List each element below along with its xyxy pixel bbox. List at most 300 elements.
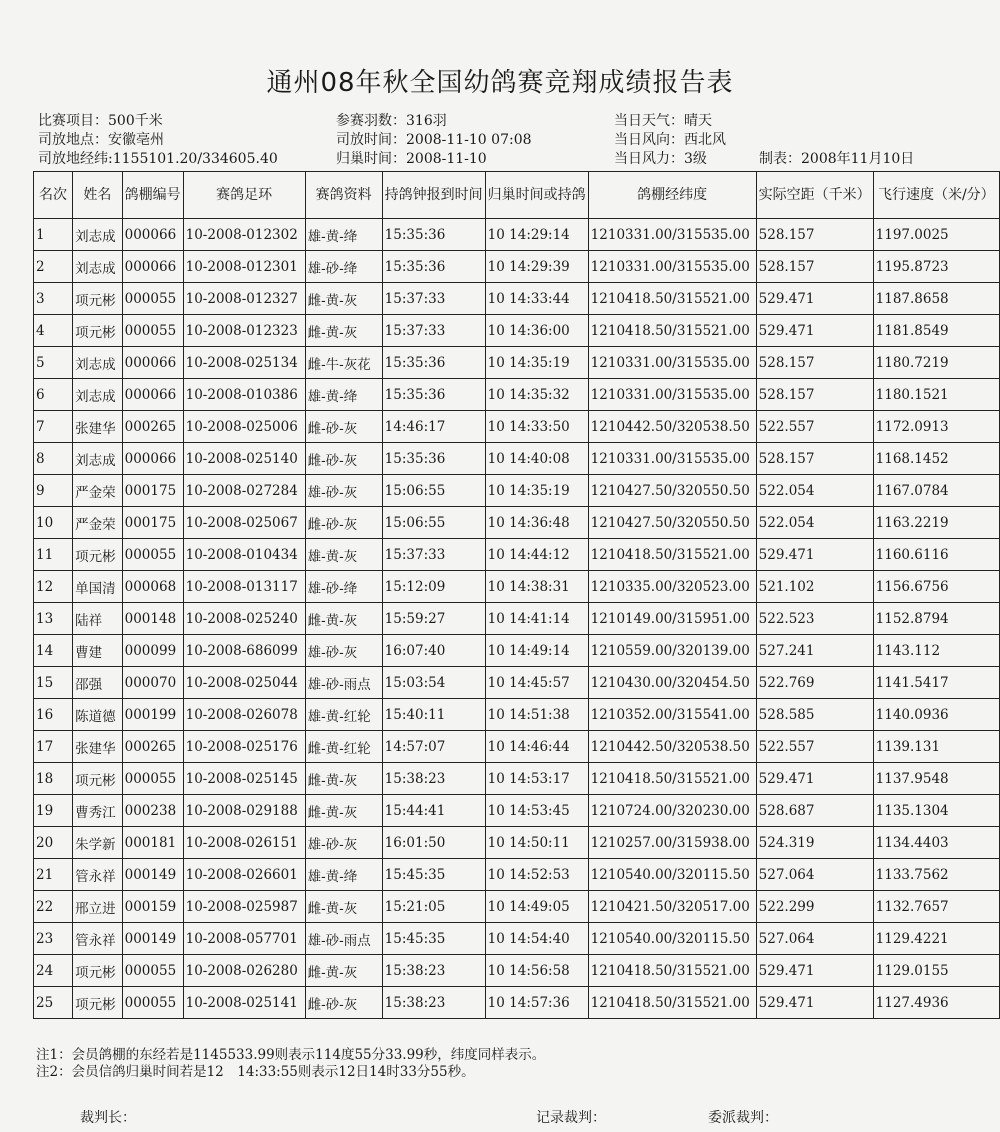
- cell-clock: 15:37:33: [382, 315, 485, 347]
- cell-rank: 6: [34, 379, 73, 411]
- cell-name: 刘志成: [73, 379, 123, 411]
- cell-clock: 15:38:23: [382, 987, 485, 1019]
- cell-distance: 521.102: [756, 571, 873, 603]
- cell-name: 项元彬: [73, 315, 123, 347]
- table-row: [34, 315, 1000, 347]
- cell-clock: 15:03:54: [382, 667, 485, 699]
- cell-speed: 1140.0936: [873, 699, 999, 731]
- cell-loft: 000149: [122, 859, 183, 891]
- cell-rank: 10: [34, 507, 73, 539]
- cell-coords: 1210331.00/315535.00: [588, 251, 756, 283]
- cell-ring: 10-2008-012323: [183, 315, 305, 347]
- cell-coords: 1210418.50/315521.00: [588, 763, 756, 795]
- cell-rank: 22: [34, 891, 73, 923]
- cell-coords: 1210418.50/315521.00: [588, 315, 756, 347]
- cell-rank: 13: [34, 603, 73, 635]
- cell-rank: 5: [34, 347, 73, 379]
- delegate-signature: 委派裁判：: [708, 1110, 778, 1126]
- cell-ring: 10-2008-013117: [183, 571, 305, 603]
- cell-arrival: 10 14:33:44: [485, 283, 588, 315]
- cell-ring: 10-2008-025140: [183, 443, 305, 475]
- cell-ring: 10-2008-025006: [183, 411, 305, 443]
- cell-info: 雄-砂-雨点: [305, 923, 382, 955]
- cell-ring: 10-2008-010434: [183, 539, 305, 571]
- cell-loft: 000070: [122, 667, 183, 699]
- cell-name: 邵强: [73, 667, 123, 699]
- cell-arrival: 10 14:53:45: [485, 795, 588, 827]
- cell-name: 单国清: [73, 571, 123, 603]
- cell-ring: 10-2008-025044: [183, 667, 305, 699]
- cell-name: 刘志成: [73, 443, 123, 475]
- cell-ring: 10-2008-025134: [183, 347, 305, 379]
- cell-speed: 1133.7562: [873, 859, 999, 891]
- cell-rank: 21: [34, 859, 73, 891]
- info-column-middle: [336, 112, 532, 169]
- cell-distance: 528.157: [756, 379, 873, 411]
- header-coords: 鸽棚经纬度: [588, 172, 756, 219]
- table-row: [34, 443, 1000, 475]
- header-rank: 名次: [34, 172, 73, 219]
- header-speed: 飞行速度（米/分）: [873, 172, 999, 219]
- cell-arrival: 10 14:52:53: [485, 859, 588, 891]
- cell-rank: 8: [34, 443, 73, 475]
- cell-clock: 16:01:50: [382, 827, 485, 859]
- cell-ring: 10-2008-057701: [183, 923, 305, 955]
- cell-rank: 3: [34, 283, 73, 315]
- cell-speed: 1163.2219: [873, 507, 999, 539]
- cell-speed: 1172.0913: [873, 411, 999, 443]
- cell-info: 雌-牛-灰花: [305, 347, 382, 379]
- cell-distance: 527.064: [756, 923, 873, 955]
- cell-speed: 1135.1304: [873, 795, 999, 827]
- cell-ring: 10-2008-025240: [183, 603, 305, 635]
- cell-loft: 000066: [122, 251, 183, 283]
- cell-arrival: 10 14:29:14: [485, 219, 588, 251]
- cell-clock: 15:37:33: [382, 539, 485, 571]
- cell-name: 张建华: [73, 731, 123, 763]
- cell-name: 刘志成: [73, 219, 123, 251]
- note-1: 注1：会员鸽棚的东经若是1145533.99则表示114度55分33.99秒，纬度同样表示。: [36, 1047, 546, 1063]
- cell-name: 陈道德: [73, 699, 123, 731]
- cell-arrival: 10 14:56:58: [485, 955, 588, 987]
- table-row: [34, 379, 1000, 411]
- cell-speed: 1134.4403: [873, 827, 999, 859]
- cell-distance: 528.157: [756, 251, 873, 283]
- cell-coords: 1210257.00/315938.00: [588, 827, 756, 859]
- cell-clock: 14:46:17: [382, 411, 485, 443]
- table-row: [34, 539, 1000, 571]
- table-header-row: [34, 172, 1000, 219]
- cell-clock: 15:45:35: [382, 923, 485, 955]
- cell-coords: 1210331.00/315535.00: [588, 443, 756, 475]
- cell-loft: 000068: [122, 571, 183, 603]
- cell-rank: 4: [34, 315, 73, 347]
- cell-info: 雌-黄-灰: [305, 763, 382, 795]
- cell-info: 雌-黄-红轮: [305, 731, 382, 763]
- cell-clock: 15:44:41: [382, 795, 485, 827]
- cell-distance: 527.241: [756, 635, 873, 667]
- table-row: [34, 731, 1000, 763]
- cell-coords: 1210331.00/315535.00: [588, 219, 756, 251]
- table-row: [34, 475, 1000, 507]
- cell-loft: 000181: [122, 827, 183, 859]
- cell-ring: 10-2008-686099: [183, 635, 305, 667]
- cell-speed: 1156.6756: [873, 571, 999, 603]
- cell-distance: 522.299: [756, 891, 873, 923]
- cell-arrival: 10 14:36:48: [485, 507, 588, 539]
- cell-info: 雄-砂-绛: [305, 571, 382, 603]
- cell-distance: 527.064: [756, 859, 873, 891]
- cell-rank: 24: [34, 955, 73, 987]
- cell-loft: 000175: [122, 507, 183, 539]
- cell-arrival: 10 14:53:17: [485, 763, 588, 795]
- cell-clock: 15:37:33: [382, 283, 485, 315]
- cell-speed: 1129.4221: [873, 923, 999, 955]
- cell-arrival: 10 14:35:19: [485, 347, 588, 379]
- cell-loft: 000066: [122, 379, 183, 411]
- cell-coords: 1210418.50/315521.00: [588, 987, 756, 1019]
- table-row: [34, 571, 1000, 603]
- weather-info: 当日天气：晴天: [614, 113, 712, 129]
- cell-speed: 1129.0155: [873, 955, 999, 987]
- cell-clock: 15:21:05: [382, 891, 485, 923]
- header-distance: 实际空距（千米）: [756, 172, 873, 219]
- cell-name: 项元彬: [73, 987, 123, 1019]
- cell-distance: 529.471: [756, 955, 873, 987]
- cell-rank: 18: [34, 763, 73, 795]
- cell-coords: 1210335.00/320523.00: [588, 571, 756, 603]
- table-row: [34, 795, 1000, 827]
- cell-ring: 10-2008-012301: [183, 251, 305, 283]
- cell-ring: 10-2008-025176: [183, 731, 305, 763]
- cell-name: 严金荣: [73, 507, 123, 539]
- cell-arrival: 10 14:46:44: [485, 731, 588, 763]
- cell-coords: 1210540.00/320115.50: [588, 923, 756, 955]
- cell-loft: 000199: [122, 699, 183, 731]
- cell-loft: 000055: [122, 315, 183, 347]
- wind-force-info: 当日风力：3级: [614, 151, 707, 167]
- page-title: 通州08年秋全国幼鸽赛竞翔成绩报告表: [266, 68, 734, 98]
- cell-name: 管永祥: [73, 923, 123, 955]
- cell-loft: 000066: [122, 347, 183, 379]
- table-row: [34, 667, 1000, 699]
- cell-clock: 15:06:55: [382, 507, 485, 539]
- release-coords-info: 司放地经纬:1155101.20/334605.40: [38, 151, 278, 167]
- cell-clock: 15:45:35: [382, 859, 485, 891]
- cell-name: 邢立进: [73, 891, 123, 923]
- table-row: [34, 859, 1000, 891]
- cell-coords: 1210421.50/320517.00: [588, 891, 756, 923]
- cell-ring: 10-2008-027284: [183, 475, 305, 507]
- header-name: 姓名: [73, 172, 123, 219]
- cell-loft: 000055: [122, 283, 183, 315]
- info-column-left: [38, 112, 278, 169]
- table-row: [34, 635, 1000, 667]
- cell-rank: 25: [34, 987, 73, 1019]
- cell-coords: 1210149.00/315951.00: [588, 603, 756, 635]
- cell-distance: 528.687: [756, 795, 873, 827]
- cell-info: 雄-砂-灰: [305, 827, 382, 859]
- cell-clock: 15:35:36: [382, 347, 485, 379]
- cell-loft: 000099: [122, 635, 183, 667]
- cell-coords: 1210559.00/320139.00: [588, 635, 756, 667]
- cell-distance: 522.557: [756, 731, 873, 763]
- cell-clock: 15:35:36: [382, 379, 485, 411]
- cell-rank: 1: [34, 219, 73, 251]
- wind-direction-info: 当日风向：西北风: [614, 132, 726, 148]
- cell-info: 雄-黄-红轮: [305, 699, 382, 731]
- cell-loft: 000148: [122, 603, 183, 635]
- table-date: 制表：2008年11月10日: [759, 151, 915, 167]
- cell-rank: 15: [34, 667, 73, 699]
- cell-distance: 529.471: [756, 539, 873, 571]
- cell-rank: 2: [34, 251, 73, 283]
- results-table: [33, 171, 1000, 1019]
- cell-speed: 1168.1452: [873, 443, 999, 475]
- cell-clock: 15:40:11: [382, 699, 485, 731]
- cell-speed: 1195.8723: [873, 251, 999, 283]
- header-ring: 赛鸽足环: [183, 172, 305, 219]
- cell-coords: 1210418.50/315521.00: [588, 283, 756, 315]
- cell-info: 雌-黄-灰: [305, 891, 382, 923]
- table-row: [34, 955, 1000, 987]
- cell-distance: 528.157: [756, 347, 873, 379]
- cell-arrival: 10 14:54:40: [485, 923, 588, 955]
- cell-info: 雌-黄-灰: [305, 795, 382, 827]
- cell-coords: 1210418.50/315521.00: [588, 955, 756, 987]
- cell-arrival: 10 14:44:12: [485, 539, 588, 571]
- cell-coords: 1210427.50/320550.50: [588, 507, 756, 539]
- cell-speed: 1180.1521: [873, 379, 999, 411]
- cell-arrival: 10 14:36:00: [485, 315, 588, 347]
- cell-distance: 524.319: [756, 827, 873, 859]
- cell-info: 雄-砂-灰: [305, 635, 382, 667]
- cell-arrival: 10 14:49:05: [485, 891, 588, 923]
- cell-loft: 000149: [122, 923, 183, 955]
- cell-coords: 1210427.50/320550.50: [588, 475, 756, 507]
- cell-clock: 15:59:27: [382, 603, 485, 635]
- cell-clock: 15:38:23: [382, 955, 485, 987]
- cell-rank: 20: [34, 827, 73, 859]
- cell-loft: 000265: [122, 731, 183, 763]
- header-info: 赛鸽资料: [305, 172, 382, 219]
- cell-info: 雌-砂-灰: [305, 987, 382, 1019]
- cell-arrival: 10 14:35:19: [485, 475, 588, 507]
- table-row: [34, 763, 1000, 795]
- cell-arrival: 10 14:29:39: [485, 251, 588, 283]
- cell-arrival: 10 14:38:31: [485, 571, 588, 603]
- cell-arrival: 10 14:51:38: [485, 699, 588, 731]
- cell-speed: 1167.0784: [873, 475, 999, 507]
- table-row: [34, 987, 1000, 1019]
- table-row: [34, 347, 1000, 379]
- table-row: [34, 507, 1000, 539]
- cell-speed: 1141.5417: [873, 667, 999, 699]
- cell-coords: 1210352.00/315541.00: [588, 699, 756, 731]
- cell-rank: 14: [34, 635, 73, 667]
- table-row: [34, 283, 1000, 315]
- cell-speed: 1127.4936: [873, 987, 999, 1019]
- cell-name: 刘志成: [73, 347, 123, 379]
- cell-name: 张建华: [73, 411, 123, 443]
- cell-name: 项元彬: [73, 955, 123, 987]
- cell-arrival: 10 14:50:11: [485, 827, 588, 859]
- cell-clock: 15:06:55: [382, 475, 485, 507]
- cell-name: 项元彬: [73, 539, 123, 571]
- table-row: [34, 251, 1000, 283]
- cell-arrival: 10 14:33:50: [485, 411, 588, 443]
- cell-loft: 000175: [122, 475, 183, 507]
- cell-loft: 000238: [122, 795, 183, 827]
- cell-arrival: 10 14:49:14: [485, 635, 588, 667]
- cell-clock: 15:12:09: [382, 571, 485, 603]
- cell-info: 雌-砂-灰: [305, 443, 382, 475]
- cell-name: 管永祥: [73, 859, 123, 891]
- cell-speed: 1160.6116: [873, 539, 999, 571]
- table-row: [34, 827, 1000, 859]
- cell-speed: 1187.8658: [873, 283, 999, 315]
- cell-speed: 1132.7657: [873, 891, 999, 923]
- cell-info: 雌-黄-灰: [305, 603, 382, 635]
- cell-loft: 000066: [122, 219, 183, 251]
- cell-loft: 000055: [122, 987, 183, 1019]
- release-time-info: 司放时间：2008-11-10 07:08: [336, 132, 532, 148]
- cell-arrival: 10 14:35:32: [485, 379, 588, 411]
- cell-ring: 10-2008-012327: [183, 283, 305, 315]
- cell-distance: 529.471: [756, 987, 873, 1019]
- cell-coords: 1210442.50/320538.50: [588, 731, 756, 763]
- cell-ring: 10-2008-026280: [183, 955, 305, 987]
- cell-rank: 19: [34, 795, 73, 827]
- cell-distance: 529.471: [756, 315, 873, 347]
- cell-loft: 000159: [122, 891, 183, 923]
- event-info: 比赛项目：500千米: [38, 113, 163, 129]
- cell-speed: 1143.112: [873, 635, 999, 667]
- cell-clock: 16:07:40: [382, 635, 485, 667]
- chief-judge-signature: 裁判长：: [80, 1110, 136, 1126]
- cell-info: 雌-砂-灰: [305, 411, 382, 443]
- cell-info: 雌-黄-灰: [305, 283, 382, 315]
- header-arrival: 归巢时间或持鸽: [485, 172, 588, 219]
- cell-coords: 1210331.00/315535.00: [588, 379, 756, 411]
- cell-clock: 14:57:07: [382, 731, 485, 763]
- cell-speed: 1180.7219: [873, 347, 999, 379]
- cell-coords: 1210540.00/320115.50: [588, 859, 756, 891]
- participants-info: 参赛羽数：316羽: [336, 113, 447, 129]
- note-2: 注2：会员信鸽归巢时间若是12 14:33:55则表示12日14时33分55秒。: [36, 1064, 475, 1080]
- cell-distance: 528.585: [756, 699, 873, 731]
- cell-coords: 1210331.00/315535.00: [588, 347, 756, 379]
- cell-speed: 1139.131: [873, 731, 999, 763]
- cell-name: 曹建: [73, 635, 123, 667]
- cell-name: 项元彬: [73, 283, 123, 315]
- cell-loft: 000066: [122, 443, 183, 475]
- cell-info: 雄-砂-绛: [305, 251, 382, 283]
- header-loft: 鸽棚编号: [122, 172, 183, 219]
- cell-ring: 10-2008-025141: [183, 987, 305, 1019]
- cell-speed: 1197.0025: [873, 219, 999, 251]
- cell-arrival: 10 14:57:36: [485, 987, 588, 1019]
- cell-rank: 7: [34, 411, 73, 443]
- cell-clock: 15:35:36: [382, 219, 485, 251]
- cell-rank: 11: [34, 539, 73, 571]
- cell-clock: 15:35:36: [382, 251, 485, 283]
- table-row: [34, 411, 1000, 443]
- cell-name: 朱学新: [73, 827, 123, 859]
- info-column-right: [614, 112, 915, 169]
- cell-rank: 12: [34, 571, 73, 603]
- cell-name: 曹秀江: [73, 795, 123, 827]
- cell-arrival: 10 14:40:08: [485, 443, 588, 475]
- cell-rank: 17: [34, 731, 73, 763]
- cell-coords: 1210442.50/320538.50: [588, 411, 756, 443]
- table-row: [34, 699, 1000, 731]
- cell-rank: 9: [34, 475, 73, 507]
- recorder-signature: 记录裁判：: [536, 1110, 606, 1126]
- cell-distance: 522.769: [756, 667, 873, 699]
- cell-loft: 000055: [122, 539, 183, 571]
- cell-name: 项元彬: [73, 763, 123, 795]
- cell-speed: 1137.9548: [873, 763, 999, 795]
- cell-ring: 10-2008-025145: [183, 763, 305, 795]
- table-row: [34, 923, 1000, 955]
- cell-loft: 000265: [122, 411, 183, 443]
- cell-rank: 23: [34, 923, 73, 955]
- cell-arrival: 10 14:41:14: [485, 603, 588, 635]
- table-row: [34, 219, 1000, 251]
- cell-info: 雄-黄-绛: [305, 859, 382, 891]
- cell-ring: 10-2008-012302: [183, 219, 305, 251]
- table-row: [34, 603, 1000, 635]
- cell-ring: 10-2008-026151: [183, 827, 305, 859]
- cell-info: 雄-黄-绛: [305, 219, 382, 251]
- cell-name: 严金荣: [73, 475, 123, 507]
- cell-ring: 10-2008-010386: [183, 379, 305, 411]
- notes: [36, 1047, 545, 1081]
- cell-clock: 15:35:36: [382, 443, 485, 475]
- cell-info: 雌-砂-灰: [305, 507, 382, 539]
- cell-speed: 1152.8794: [873, 603, 999, 635]
- table-row: [34, 891, 1000, 923]
- cell-info: 雌-黄-灰: [305, 315, 382, 347]
- cell-name: 陆祥: [73, 603, 123, 635]
- cell-distance: 528.157: [756, 443, 873, 475]
- return-time-info: 归巢时间：2008-11-10: [336, 151, 487, 167]
- cell-distance: 522.523: [756, 603, 873, 635]
- cell-distance: 522.054: [756, 507, 873, 539]
- cell-loft: 000055: [122, 955, 183, 987]
- cell-info: 雄-砂-雨点: [305, 667, 382, 699]
- cell-coords: 1210724.00/320230.00: [588, 795, 756, 827]
- cell-info: 雄-黄-灰: [305, 539, 382, 571]
- cell-info: 雄-砂-灰: [305, 475, 382, 507]
- cell-coords: 1210418.50/315521.00: [588, 539, 756, 571]
- cell-distance: 529.471: [756, 283, 873, 315]
- cell-loft: 000055: [122, 763, 183, 795]
- cell-ring: 10-2008-026601: [183, 859, 305, 891]
- cell-info: 雄-黄-绛: [305, 379, 382, 411]
- cell-distance: 529.471: [756, 763, 873, 795]
- cell-clock: 15:38:23: [382, 763, 485, 795]
- cell-distance: 528.157: [756, 219, 873, 251]
- cell-arrival: 10 14:45:57: [485, 667, 588, 699]
- cell-ring: 10-2008-025067: [183, 507, 305, 539]
- cell-name: 刘志成: [73, 251, 123, 283]
- cell-distance: 522.054: [756, 475, 873, 507]
- header-clock: 持鸽钟报到时间: [382, 172, 485, 219]
- cell-info: 雌-黄-灰: [305, 955, 382, 987]
- cell-speed: 1181.8549: [873, 315, 999, 347]
